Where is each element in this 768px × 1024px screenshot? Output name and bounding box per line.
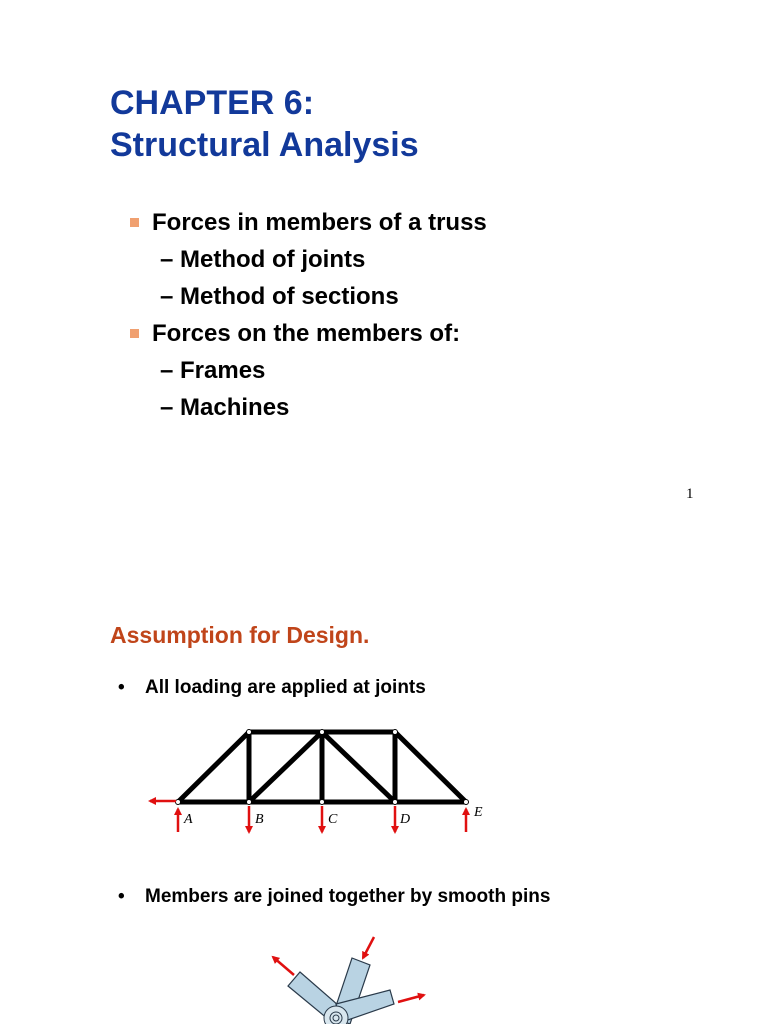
bullet-dot: • — [118, 677, 125, 698]
title-line-1: CHAPTER 6: — [110, 84, 315, 122]
outline-item-text: – Method of joints — [160, 246, 366, 273]
node-label-a: A — [184, 812, 193, 827]
outline-item-text: Forces on the members of: — [152, 320, 461, 347]
outline-item-text: Forces in members of a truss — [152, 209, 487, 236]
force-arrow-right-member — [398, 995, 424, 1002]
node-label-b: B — [255, 812, 264, 827]
node-label-e: E — [474, 805, 483, 820]
title-line-2: Structural Analysis — [110, 126, 419, 164]
outline-item-text: – Frames — [160, 357, 266, 384]
page-number: 1 — [686, 486, 694, 502]
node-label-c: C — [328, 812, 338, 827]
bullet-text: Members are joined together by smooth pins — [145, 886, 551, 907]
section-heading: Assumption for Design. — [110, 622, 370, 648]
force-arrow-left-member — [273, 957, 294, 975]
outline-item-text: – Method of sections — [160, 283, 399, 310]
bullet-text: All loading are applied at joints — [145, 677, 426, 698]
bullet-dot: • — [118, 886, 125, 907]
outline-item-text: – Machines — [160, 394, 290, 421]
node-label-d: D — [400, 812, 411, 827]
force-arrow-top-member — [363, 937, 374, 958]
